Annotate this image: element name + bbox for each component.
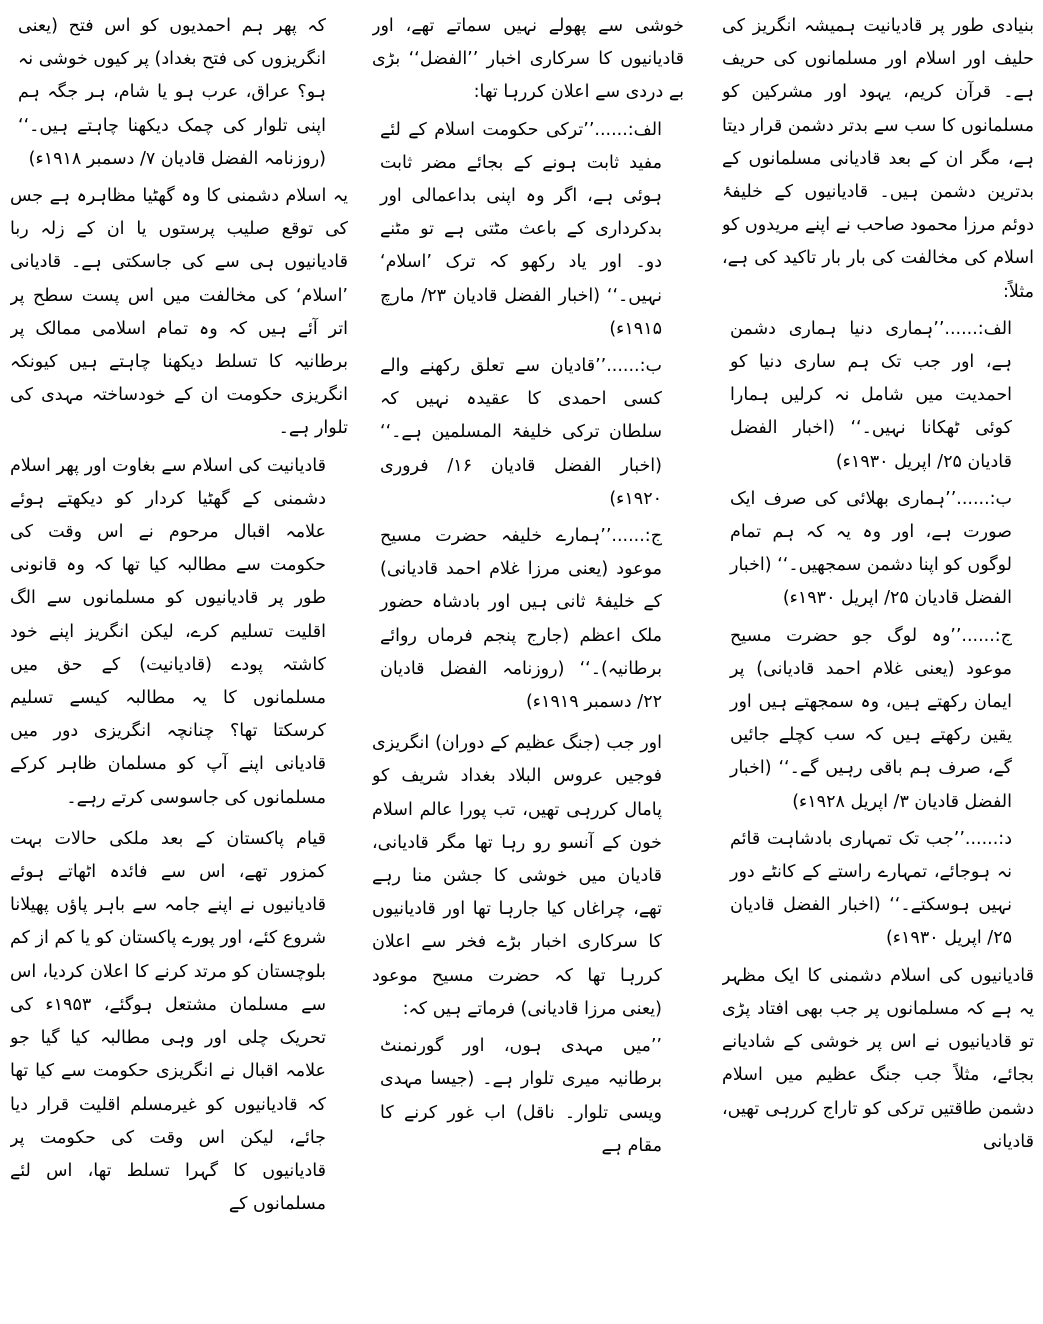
- paragraph: اور جب (جنگ عظیم کے دوران) انگریزی فوجیں عروس البلاد بغداد شریف کو پامال کررہی تھیں، تب پورا عالم اسلام خون کے آنسو رو رہا تھا مگر قادیانی، قادیان میں خوشی کا جشن منا رہے تھے، چراغاں کیا جارہا تھا اور قادیانیوں کا سرکاری اخبار بڑے فخر سے اعلان کررہا تھا کہ حضرت مسیح موعود (یعنی مرزا قادیانی) فرماتے ہیں کہ:: [372, 733, 662, 1019]
- quote-alif: الف:......’’ہماری دنیا ہماری دشمن ہے، اور جب تک ہم ساری دنیا کو احمدیت میں شامل نہ کرلیں ہمارا کوئی ٹھکانا نہیں۔‘‘ (اخبار الفضل قادیان ۲۵/ اپریل ۱۹۳۰ء): [730, 318, 1012, 472]
- quote-dal: د:......’’جب تک تمہاری بادشاہت قائم نہ ہوجائے، تمہارے راستے کے کانٹے دور نہیں ہوسکتے۔‘‘ (اخبار الفضل قادیان ۲۵/ اپریل ۱۹۳۰ء): [730, 828, 1012, 949]
- quote-continuation: کہ پھر ہم احمدیوں کو اس فتح (یعنی انگریزوں کی فتح بغداد) پر کیوں خوشی نہ ہو؟ عراق، عرب ہو یا شام، ہر جگہ ہم اپنی تلوار کی چمک دیکھنا چاہتے ہیں۔‘‘ (روزنامہ الفضل قادیان ۷/ دسمبر ۱۹۱۸ء): [18, 16, 326, 169]
- text-column-left: [10, 10, 348, 1320]
- quote-jeem: ج:......’’ہمارے خلیفہ حضرت مسیح موعود (یعنی مرزا غلام احمد قادیانی) کے خلیفۂ ثانی ہیں اور بادشاہ حضور ملک اعظم (جارج پنجم فرماں روائے برطانیہ)۔‘‘ (روزنامہ الفضل قادیان ۲۲/ دسمبر ۱۹۱۹ء): [380, 526, 662, 713]
- paragraph: یہ اسلام دشمنی کا وہ گھٹیا مظاہرہ ہے جس کی توقع صلیب پرستوں یا ان کے زلہ ربا قادیانیوں ہی سے کی جاسکتی ہے۔ قادیانی ’اسلام‘ کی مخالفت میں اس پست سطح پر اتر آئے ہیں کہ وہ تمام اسلامی ممالک پر برطانیہ کا تسلط دیکھنا چاہتے ہیں کیونکہ انگریزی حکومت ان کے خودساختہ مہدی کی تلوار ہے۔: [10, 186, 348, 439]
- paragraph: قادیانیوں کی اسلام دشمنی کا ایک مظہر یہ ہے کہ مسلمانوں پر جب بھی افتاد پڑی تو قادیانیوں نے اس پر خوشی کے شادیانے بجائے، مثلاً جب جنگ عظیم میں اسلام دشمن طاقتیں ترکی کو تاراج کررہی تھیں، قادیانی: [722, 965, 1034, 1152]
- quote-alif: الف:......’’ترکی حکومت اسلام کے لئے مفید ثابت ہونے کے بجائے مضر ثابت ہوئی ہے، اگر وہ اپنی بداعمالی اور بدکرداری کے باعث مٹتی ہے تو مٹنے دو۔ اور یاد رکھو کہ ترک ’اسلام‘ نہیں۔‘‘ (اخبار الفضل قادیان ۲۳/ مارچ ۱۹۱۵ء): [380, 119, 662, 339]
- text-column-middle: [372, 10, 684, 1320]
- paragraph: خوشی سے پھولے نہیں سماتے تھے، اور قادیانیوں کا سرکاری اخبار ’’الفضل‘‘ بڑی بے دردی سے اعلان کررہا تھا:: [372, 16, 684, 103]
- quote-mahdi: ’’میں مہدی ہوں، اور گورنمنٹ برطانیہ میری تلوار ہے۔ (جیسا مہدی ویسی تلوار۔ ناقل) اب غور کرنے کا مقام ہے: [380, 1036, 662, 1156]
- quote-jeem: ج:......’’وہ لوگ جو حضرت مسیح موعود (یعنی غلام احمد قادیانی) پر ایمان رکھتے ہیں، وہ سمجھتے ہیں اور یقین رکھتے ہیں کہ سب کچلے جائیں گے، صرف ہم باقی رہیں گے۔‘‘ (اخبار الفضل قادیان ۳/ اپریل ۱۹۲۸ء): [730, 625, 1012, 812]
- paragraph: بنیادی طور پر قادیانیت ہمیشہ انگریز کی حلیف اور اسلام اور مسلمانوں کی حریف ہے۔ قرآن کریم، یہود اور مشرکین کو مسلمانوں کا سب سے بدتر دشمن قرار دیتا ہے، مگر ان کے بعد قادیانی مسلمانوں کے بدترین دشمن ہیں۔ قادیانیوں کے خلیفۂ دوئم مرزا محمود صاحب نے اپنے مریدوں کو اسلام کی مخالفت کی بار بار تاکید کی ہے، مثلاً:: [722, 16, 1034, 302]
- paragraph: قیام پاکستان کے بعد ملکی حالات بہت کمزور تھے، اس سے فائدہ اٹھاتے ہوئے قادیانیوں نے اپنے جامہ سے باہر پاؤں پھیلانا شروع کئے، اور پورے پاکستان کو یا کم از کم بلوچستان کو مرتد کرنے کا اعلان کردیا، اس سے مسلمان مشتعل ہوگئے، ۱۹۵۳ء کی تحریک چلی اور وہی مطالبہ کیا گیا جو علامہ اقبال نے انگریزی حکومت سے کیا تھا کہ قادیانیوں کو غیرمسلم اقلیت قرار دیا جائے، لیکن اس وقت کی حکومت پر قادیانیوں کا گہرا تسلط تھا، اس لئے مسلمانوں کے: [10, 828, 326, 1215]
- quote-be: ب:......’’ہماری بھلائی کی صرف ایک صورت ہے، اور وہ یہ کہ ہم تمام لوگوں کو اپنا دشمن سمجھیں۔‘‘ (اخبار الفضل قادیان ۲۵/ اپریل ۱۹۳۰ء): [730, 488, 1012, 609]
- quote-be: ب:......’’قادیان سے تعلق رکھنے والے کسی احمدی کا عقیدہ نہیں کہ سلطان ترکی خلیفۃ المسلمین ہے۔‘‘ (اخبار الفضل قادیان ۱۶/ فروری ۱۹۲۰ء): [380, 356, 662, 509]
- paragraph: قادیانیت کی اسلام سے بغاوت اور پھر اسلام دشمنی کے گھٹیا کردار کو دیکھتے ہوئے علامہ اقبال مرحوم نے اس وقت کی حکومت سے مطالبہ کیا تھا کہ وہ قانونی طور پر قادیانیوں کو مسلمانوں سے الگ اقلیت تسلیم کرے، لیکن انگریز اپنے خود کاشتہ پودے (قادیانیت) کے حق میں مسلمانوں کا یہ مطالبہ کیسے تسلیم کرسکتا تھا؟ چنانچہ انگریزی دور میں قادیانی اپنے آپ کو مسلمان ظاہر کرکے مسلمانوں کی جاسوسی کرتے رہے۔: [10, 455, 326, 808]
- text-column-right: [722, 10, 1034, 1320]
